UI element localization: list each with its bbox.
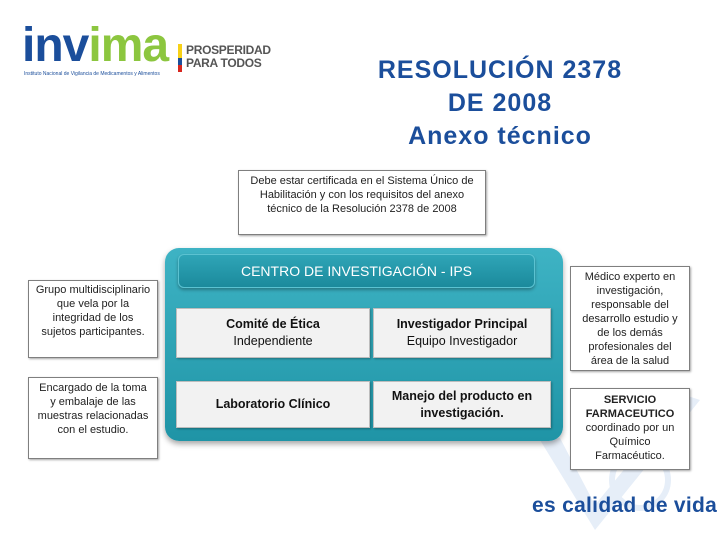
title-line2: DE 2008 (447, 89, 553, 117)
slide-title (330, 54, 670, 153)
pharmacy-service-text: coordinado por un Químico Farmacéutico. (585, 422, 675, 462)
invima-logo (22, 19, 172, 84)
pharmacy-service-note (570, 388, 690, 470)
title-line1: RESOLUCIÓN 2378 (377, 56, 623, 84)
invima-subtitle: Instituto Nacional de Vigilancia de Medicamentos y Alimentos (24, 71, 160, 77)
investigador-principal-box (373, 308, 551, 358)
prosperidad-logo (178, 44, 288, 74)
invima-word-part1: inv (22, 19, 89, 72)
laboratorio-clinico-box (176, 381, 370, 428)
laboratorio-label: Laboratorio Clínico (215, 397, 331, 411)
research-center-header: CENTRO DE INVESTIGACIÓN - IPS (178, 254, 535, 288)
sample-handling-note: Encargado de la toma y embalaje de las muestras relacionadas con el estudio. (28, 377, 158, 459)
comite-etica-subtitle: Independiente (233, 334, 313, 348)
certification-note: Debe estar certificada en el Sistema Único de Habilitación y con los requisitos del anexo técnico de la Resolución 2378 de 2008 (238, 170, 486, 235)
manejo-producto-box (373, 381, 551, 428)
title-line3: Anexo técnico (408, 122, 592, 150)
prosperidad-line1: PROSPERIDAD (186, 43, 271, 57)
comite-etica-title: Comité de Ética (226, 317, 320, 331)
investigador-subtitle: Equipo Investigador (406, 334, 518, 348)
manejo-producto-label: Manejo del producto en investigación. (391, 388, 533, 420)
invima-word-part2: ima (88, 19, 169, 72)
comite-etica-box (176, 308, 370, 358)
slogan: es calidad de vida (532, 494, 718, 517)
multidisciplinary-group-note: Grupo multidisciplinario que vela por la integridad de los sujetos participantes. (28, 280, 158, 358)
pharmacy-service-title: SERVICIO FARMACEUTICO (585, 394, 675, 420)
invima-wordmark (22, 19, 169, 72)
prosperidad-line2: PARA TODOS (186, 56, 262, 70)
expert-physician-note: Médico experto en investigación, responsable del desarrollo estudio y de los demás profesionales del área de la salud (570, 266, 690, 371)
investigador-title: Investigador Principal (396, 317, 528, 331)
colombia-flag-icon (178, 44, 182, 72)
